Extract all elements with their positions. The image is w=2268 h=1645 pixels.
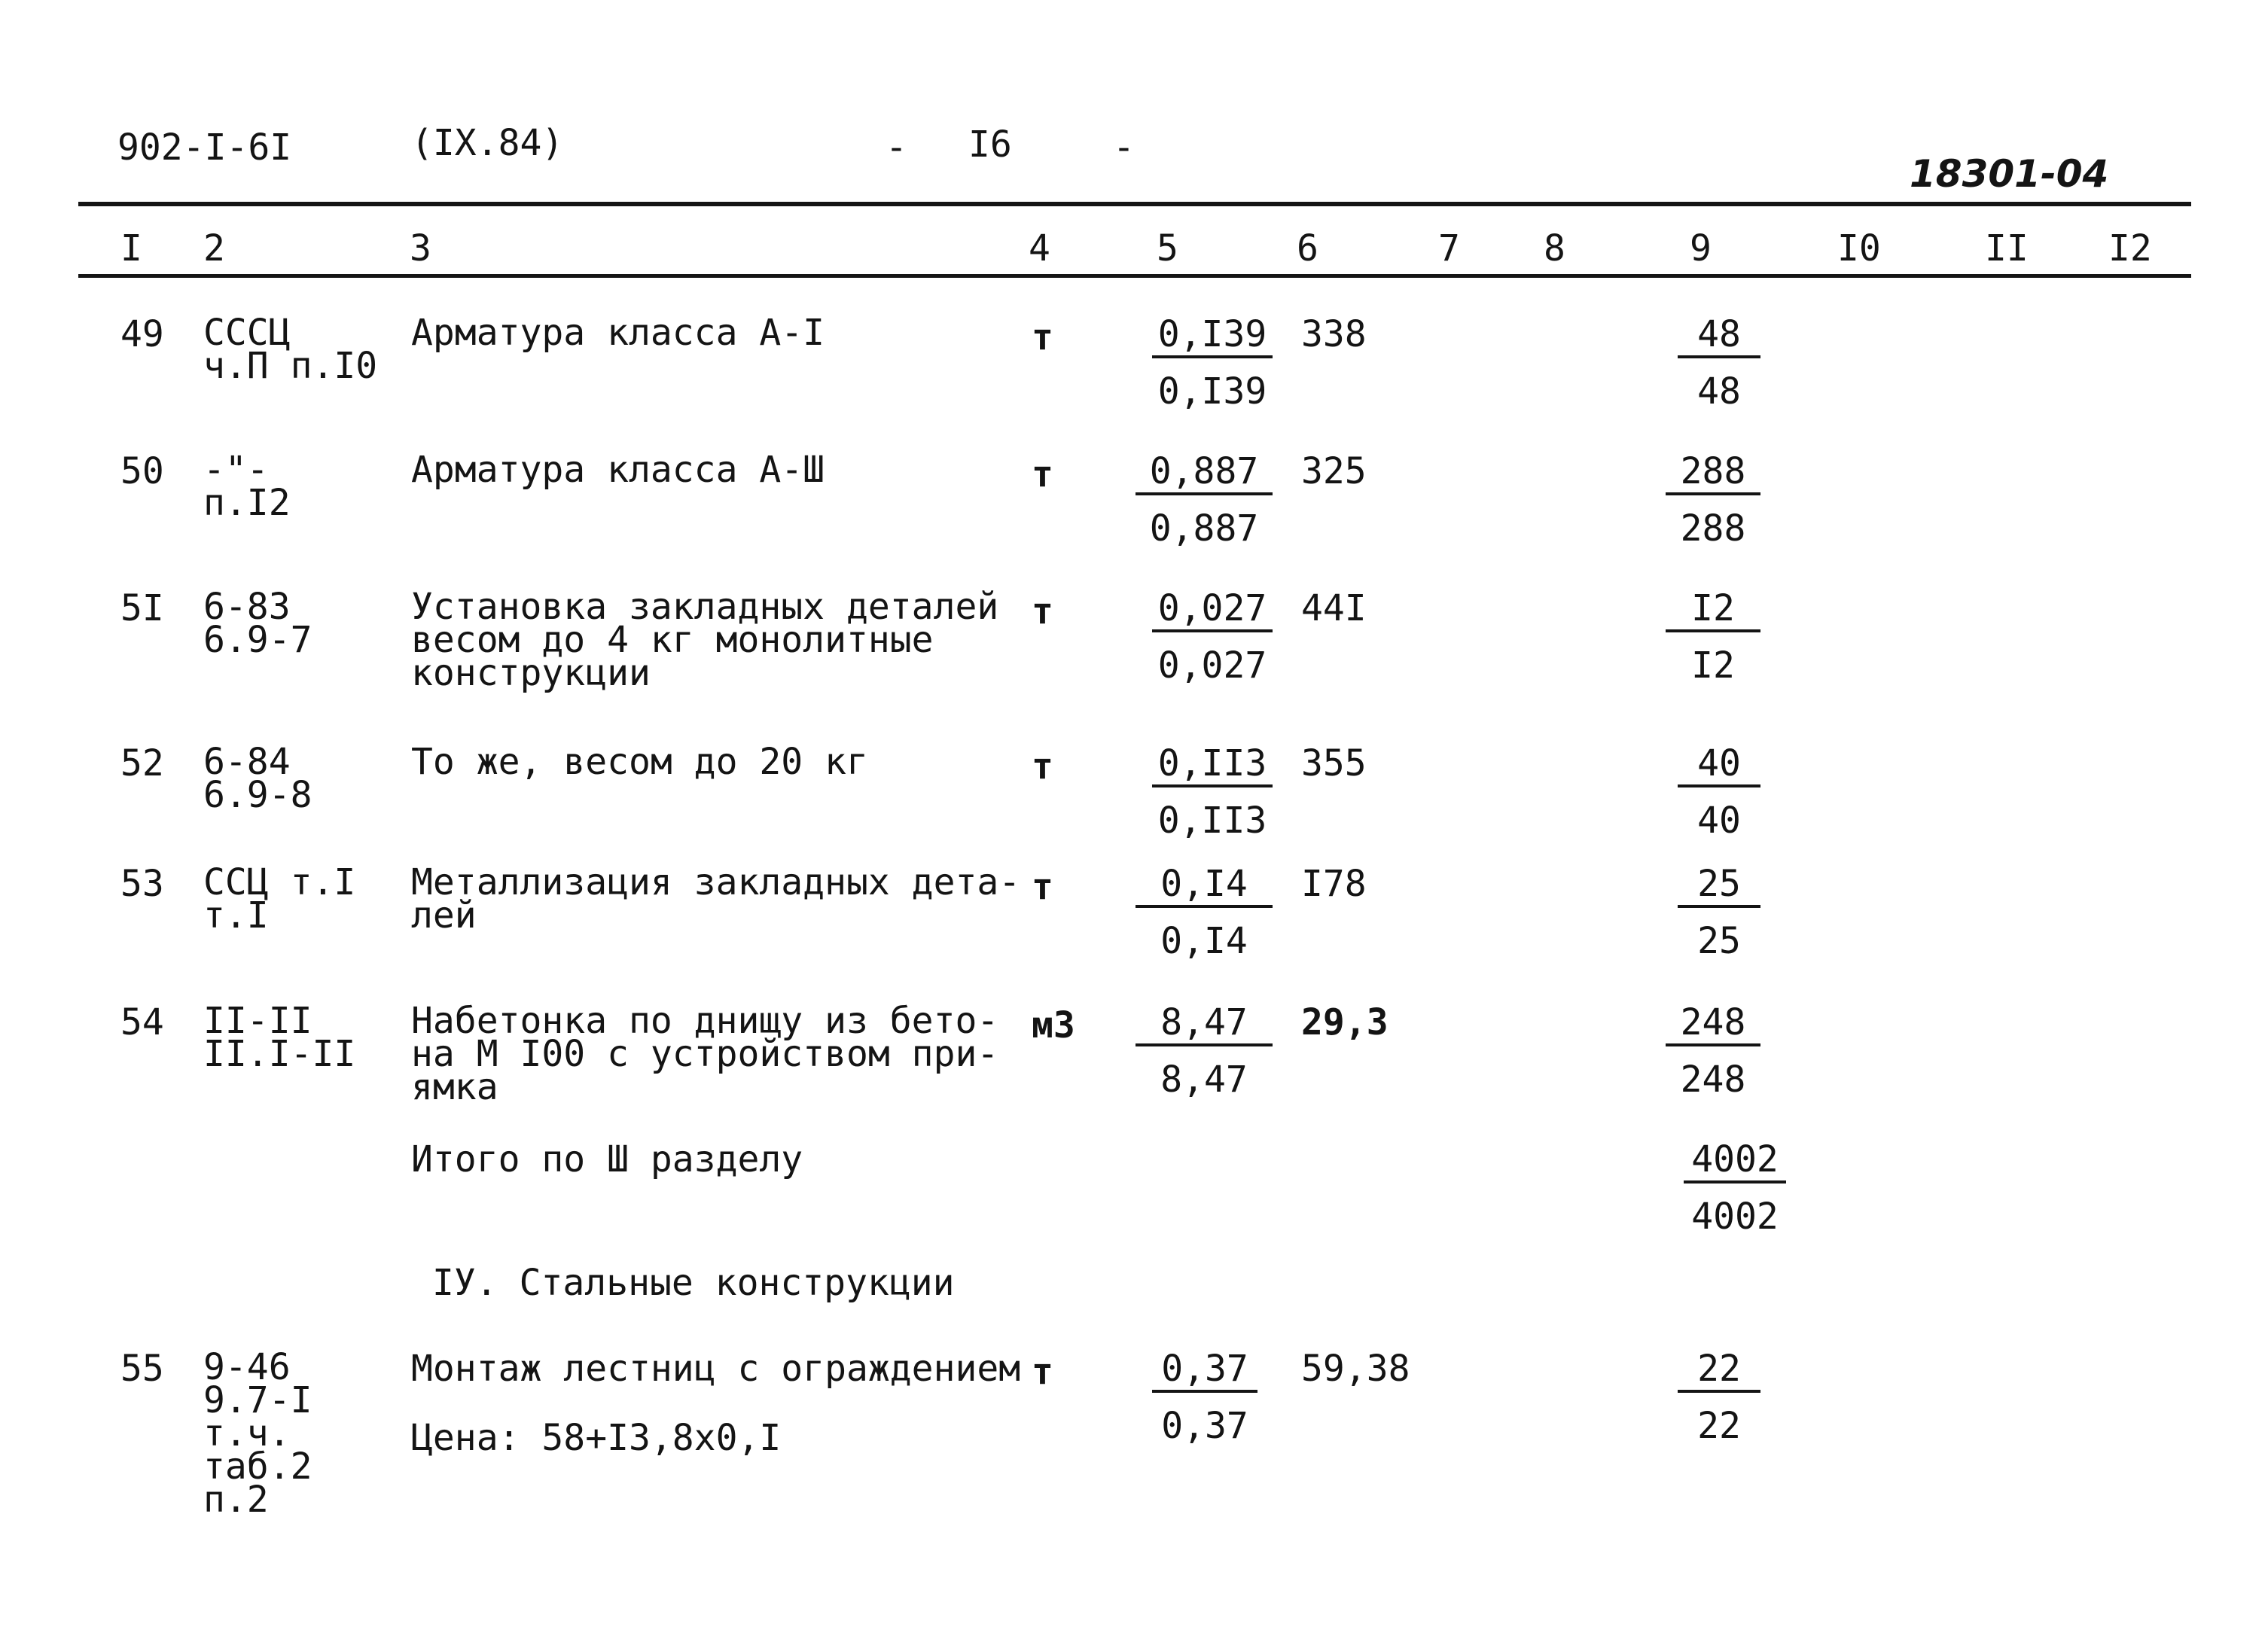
row-reference: ССЦ т.I т.I	[203, 861, 356, 937]
row-unit: т	[1032, 453, 1053, 495]
header-top-rule	[78, 202, 2191, 206]
row-reference: 9-46 9.7-I т.ч. таб.2 п.2	[203, 1346, 312, 1521]
row-description: Металлизация закладных дета- лей	[411, 861, 1021, 937]
document-date: (IX.84)	[411, 122, 564, 164]
subtotal-fraction: $\frac{4002}{4002}$	[1684, 1141, 1786, 1235]
unit-price: 44I	[1301, 587, 1367, 629]
row-description: То же, весом до 20 кг	[411, 741, 868, 783]
quantity-fraction: $\frac{8,47}{8,47}$	[1136, 1004, 1273, 1098]
quantity-fraction: $\frac{0,37}{0,37}$	[1152, 1351, 1257, 1444]
quantity-fraction: $\frac{0,887}{0,887}$	[1136, 453, 1273, 547]
row-description: Установка закладных деталей весом до 4 кг монолитные конструкции	[411, 586, 999, 694]
row-reference: СССЦ ч.П п.I0	[203, 312, 378, 387]
unit-price: 325	[1301, 450, 1367, 492]
column-header-8: 8	[1544, 227, 1565, 270]
column-header-2: 2	[203, 227, 225, 270]
quantity-fraction: $\frac{0,I39}{0,I39}$	[1152, 316, 1273, 410]
unit-price: 59,38	[1301, 1348, 1410, 1390]
total-cost-fraction: $\frac{248}{248}$	[1666, 1004, 1760, 1098]
column-header-10: I0	[1837, 227, 1881, 270]
page-dash-left: -	[886, 126, 907, 169]
column-header-11: II	[1985, 227, 2029, 270]
column-header-4: 4	[1029, 227, 1050, 270]
row-number: 53	[120, 863, 164, 905]
unit-price: 29,3	[1301, 1001, 1389, 1043]
quantity-fraction: $\frac{0,II3}{0,II3}$	[1152, 745, 1273, 839]
column-header-1: I	[120, 227, 142, 270]
total-cost-fraction: $\frac{I2}{I2}$	[1666, 590, 1760, 684]
document-code: 902-I-6I	[117, 126, 292, 169]
page-dash-right: -	[1113, 126, 1135, 169]
row-description: Монтаж лестниц с ограждением	[411, 1348, 1021, 1390]
page-number: I6	[968, 123, 1012, 166]
row-reference: II-II II.I-II	[203, 1000, 356, 1075]
row-number: 54	[120, 1001, 164, 1043]
column-header-5: 5	[1157, 227, 1178, 270]
total-cost-fraction: $\frac{288}{288}$	[1666, 453, 1760, 547]
row-number: 52	[120, 742, 164, 784]
column-header-9: 9	[1690, 227, 1712, 270]
row-unit: м3	[1032, 1004, 1075, 1046]
row-reference: -"- п.I2	[203, 449, 291, 524]
row-unit: т	[1032, 590, 1053, 632]
row-description: Арматура класса А-I	[411, 312, 825, 354]
total-cost-fraction: $\frac{22}{22}$	[1678, 1351, 1760, 1444]
total-cost-fraction: $\frac{25}{25}$	[1678, 866, 1760, 959]
row-unit: т	[1032, 316, 1053, 358]
header-bottom-rule	[78, 274, 2191, 278]
unit-price: 338	[1301, 313, 1367, 355]
column-header-6: 6	[1297, 227, 1318, 270]
row-number: 50	[120, 450, 164, 492]
row-description: Набетонка по днищу из бето- на М I00 с устройством при- ямка	[411, 1000, 999, 1108]
price-formula-note: Цена: 58+I3,8х0,I	[411, 1417, 782, 1459]
row-number: 49	[120, 313, 164, 355]
row-number: 55	[120, 1348, 164, 1390]
unit-price: 355	[1301, 742, 1367, 784]
row-reference: 6-84 6.9-8	[203, 741, 312, 816]
row-unit: т	[1032, 745, 1053, 787]
row-unit: т	[1032, 866, 1053, 908]
section-title: IУ. Стальные конструкции	[432, 1262, 955, 1304]
column-header-12: I2	[2108, 227, 2152, 270]
quantity-fraction: $\frac{0,027}{0,027}$	[1152, 590, 1273, 684]
column-header-3: 3	[410, 227, 431, 270]
total-cost-fraction: $\frac{40}{40}$	[1678, 745, 1760, 839]
total-cost-fraction: $\frac{48}{48}$	[1678, 316, 1760, 410]
row-description: Арматура класса А-Ш	[411, 449, 825, 491]
row-number: 5I	[120, 587, 164, 629]
unit-price: I78	[1301, 863, 1367, 905]
column-header-7: 7	[1438, 227, 1460, 270]
quantity-fraction: $\frac{0,I4}{0,I4}$	[1136, 866, 1273, 959]
row-unit: т	[1032, 1351, 1053, 1393]
handwritten-stamp-number: 18301-04	[1910, 152, 2109, 196]
row-reference: 6-83 6.9-7	[203, 586, 312, 661]
subtotal-label: Итого по Ш разделу	[411, 1138, 803, 1180]
